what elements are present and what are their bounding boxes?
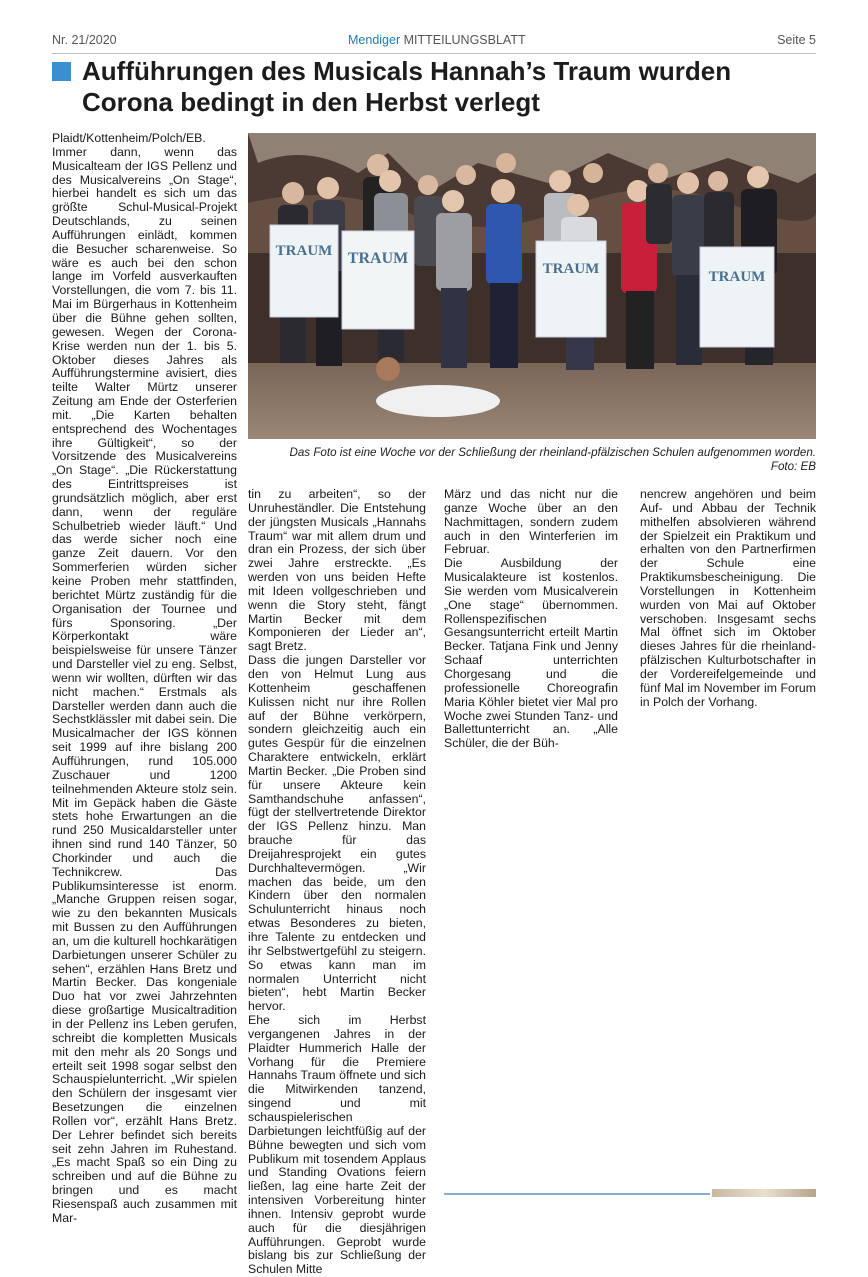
publication-title: MITTEILUNGSBLATT bbox=[400, 33, 526, 47]
page-header bbox=[52, 30, 816, 50]
header-divider bbox=[52, 53, 816, 54]
headline-square-icon bbox=[52, 62, 71, 81]
column-divider bbox=[444, 1193, 710, 1195]
publication-brand: Mendiger bbox=[348, 33, 401, 47]
paragraph: nencrew angehören und beim Auf- und Abbau der Technik mithelfen absolvieren während der Spielzeit ein Praktikum und erhalten von den Partnerfirmen der Schule eine Praktikumsbescheinigung. Die Vorstellungen in Kottenheim wurden von Mai auf Oktober verschoben. Insgesamt sechs Mal öffnet sich im Oktober dieses Jahres für die rheinland-pfälzischen Kulturbotschafter in der Vordereifelgemeinde und fünf Mal im November im Forum in Polch der Vorhang. bbox=[640, 487, 816, 709]
article-column-1 bbox=[52, 132, 237, 1226]
poster-title-3: TRAUM bbox=[542, 261, 600, 277]
page-number: Seite 5 bbox=[777, 33, 816, 47]
paragraph: Dass die jungen Darsteller vor den von Helmut Lung aus Kottenheim geschaffenen Kulissen nicht nur ihre Rollen auf der Bühne verkörpern, sondern gleichzeitig auch ein gutes Gespür für die einzelnen Charaktere entwickeln, erklärt Martin Becker. „Die Proben sind für unsere Akteure kein Samthandschuhe anfassen“, fügt der stellvertretende Direktor der IGS Pellenz hinzu. Man brauche für das Dreijahresprojekt ein gutes Durchhaltevermögen. „Wir machen das beide, um den Kindern über den normalen Schulunterricht hinaus noch etwas Besonderes zu bieten, ihre Talente zu entdecken und ihr Selbstwertgefühl zu steigern. So etwas kann man im normalen Unterricht nicht bieten“, hebt Martin Becker hervor. bbox=[248, 653, 426, 1014]
group-photo-illustration bbox=[248, 133, 816, 439]
paragraph: Ehe sich im Herbst vergangenen Jahres in der Plaidter Hummerich Halle der Vorhang für die Premiere Hannahs Traum öffnete und sich die Mitwirkenden tanzend, singend und mit schauspielerischen Darbietungen leichtfüßig auf der Bühne bewegten und sich vom Publikum mit tosendem Applaus und Standing Ovations feiern ließen, lag eine harte Zeit der intensiven Vorbereitung hinter ihnen. Intensiv geprobt wurde auch für die diesjährigen Aufführungen. Geprobt wurde bislang bis zur Schließung der Schulen Mitte bbox=[248, 1013, 426, 1277]
photo-credit: Foto: EB bbox=[770, 460, 816, 473]
headline-line-1: Aufführungen des Musicals Hannah’s Traum wurden bbox=[82, 56, 732, 86]
article-column-2 bbox=[248, 488, 426, 1277]
article-column-4 bbox=[640, 488, 816, 710]
issue-number: Nr. 21/2020 bbox=[52, 33, 117, 47]
headline-line-2: Corona bedingt in den Herbst verlegt bbox=[82, 87, 540, 117]
paragraph: März und das nicht nur die ganze Woche über an den Nachmittagen, sondern zudem auch in den Winterferien im Februar. bbox=[444, 487, 618, 557]
paragraph: Plaidt/Kottenheim/Polch/EB. Immer dann, wenn das Musicalteam der IGS Pellenz und des Musicalvereins „On Stage“, hierbei handelt es sich um das größte Schul-Musical-Projekt Deutschlands, zu seinen Aufführungen einlädt, kommen die Besucher scharenweise. So wäre es auch bei den schon lange im Vorfeld ausverkauften Vorstellungen, die vom 7. bis 11. Mai im Bürgerhaus in Kottenheim über die Bühne gehen sollten, gewesen. Wegen der Corona-Krise werden nun der 1. bis 5. Oktober dieses Jahres als Aufführungstermine avisiert, dies teilte Walter Mürtz unserer Zeitung am Ende der Osterferien mit. „Die Karten behalten entsprechend des Wochentages ihre Gültigkeit“, so der Vorsitzende des Musicalvereins „On Stage“. „Die Rückerstattung des Eintrittspreises ist grundsätzlich möglich, aber erst dann, wenn der reguläre Schulbetrieb wieder läuft.“ Und das werde sicher noch eine ganze Zeit dauern. Vor den Sommerferien würden sicher keine Proben mehr stattfinden, berichtet Mürtz zuständig für die Organisation der Tournee und fürs Sponsoring. „Der Körperkontakt wäre beispielsweise für unsere Tänzer und Darsteller viel zu eng. Selbst, wenn wir wollten, dürften wir das nicht machen.“ Erstmals als Darsteller werden dann auch die Sechstklässler mit dabei sein. Die Musicalmacher der IGS können seit 1999 auf ihre bislang 200 Aufführungen, rund 105.000 Zuschauer und 1200 teilnehmenden Akteure stolz sein. Mit im Gepäck haben die Gäste stets hohe Erwartungen an die rund 250 Musicaldarsteller unter ihnen sind rund 140 Tänzer, 50 Chorkinder und auch die Technikcrew. Das Publikumsinteresse ist enorm. „Manche Gruppen reisen sogar, wie zu den bekannten Musicals mit Bussen zu den Aufführungen an, um die kulturell hochkarätigen Darbietungen unserer Schüler zu sehen“, erzählen Hans Bretz und Martin Becker. Das kongeniale Duo hat vor zwei Jahrzehnten diese großartige Musicaltradition in der Pellenz ins Leben gerufen, schreibt die kompletten Musicals mit den mehr als 20 Songs und erteilt seit 1998 sogar selbst den Schauspielunterricht. „Wir spielen den Schülern der insgesamt vier Besetzungen die einzelnen Rollen vor“, erzählt Hans Bretz. Der Lehrer befindet sich bereits seit zehn Jahren im Ruhestand. „Es macht Spaß so ein Ding zu schreiben und auf die Bühne zu bringen und es macht Riesenspaß auch zusammen mit Mar- bbox=[52, 131, 237, 1225]
next-article-image bbox=[712, 1189, 816, 1197]
poster-title-2: TRAUM bbox=[347, 250, 409, 267]
caption-text: Das Foto ist eine Woche vor der Schließung der rheinland-pfälzischen Schulen aufgenommen worden. bbox=[289, 446, 816, 459]
publication-name bbox=[348, 33, 526, 47]
poster-title-1: TRAUM bbox=[275, 243, 333, 259]
paragraph: tin zu arbeiten“, so der Unruheständler. Die Entstehung der jüngsten Musicals „Hannahs Traum“ war mit allem drum und dran ein Prozess, der sich über zwei Jahre erstreckte. „Es werden von uns beiden Hefte mit Ideen vollgeschrieben und wenn die Story steht, fängt Martin Becker mit dem Komponieren der Lieder an“, sagt Bretz. bbox=[248, 487, 426, 654]
group-photo bbox=[248, 133, 816, 439]
article-column-3 bbox=[444, 488, 618, 751]
photo-caption bbox=[248, 446, 816, 474]
poster-title-4: TRAUM bbox=[708, 269, 766, 285]
paragraph: Die Ausbildung der Musicalakteure ist kostenlos. Sie werden vom Musicalverein „One stage“ übernommen. Rollenspezifischen Gesangsunterricht erteilt Martin Becker. Tatjana Fink und Jenny Schaaf unterrichten Chorgesang und die professionelle Choreografin Maria Köhler bietet vier Mal pro Woche zwei Stunden Tanz- und Ballettunterricht an. „Alle Schüler, die der Büh- bbox=[444, 556, 618, 751]
